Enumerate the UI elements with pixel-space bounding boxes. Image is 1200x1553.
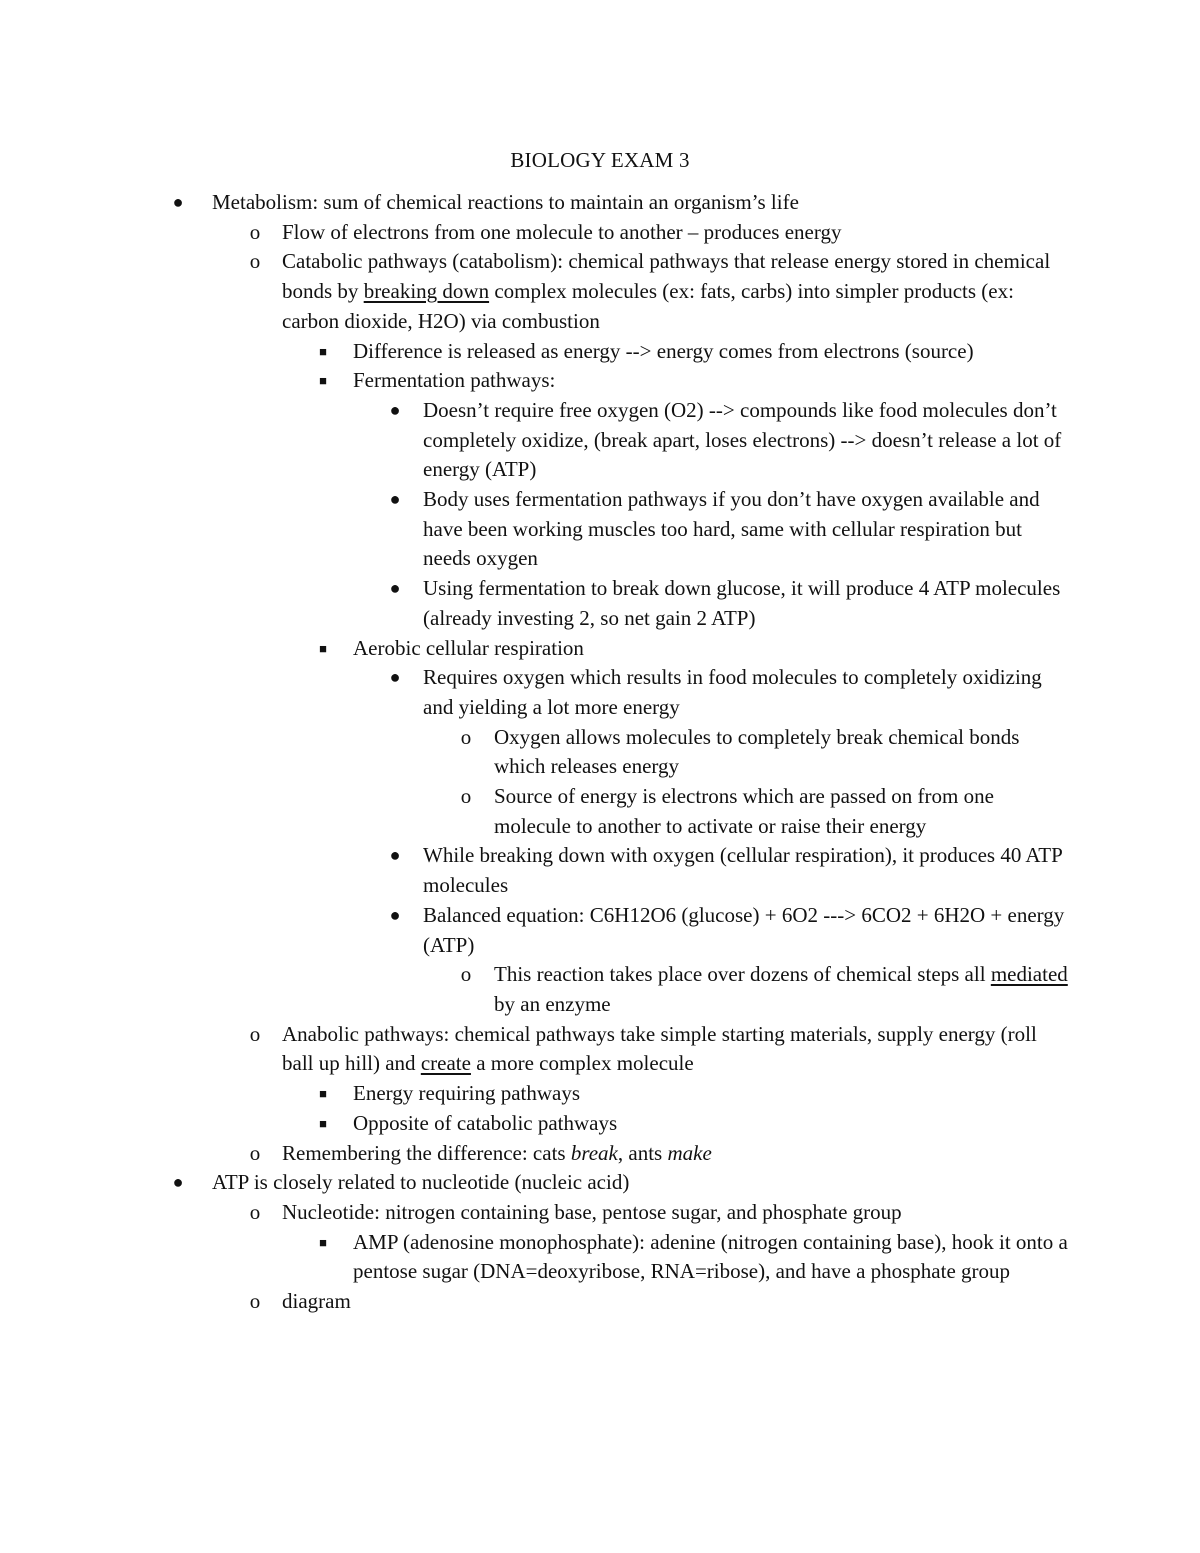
circle-bullet-icon: o [249,1289,261,1314]
list-item-balanced-equation [0,901,1200,960]
item-text: Oxygen allows molecules to completely break chemical bonds which releases energy [494,724,1020,779]
list-item-diagram [0,1287,1200,1317]
list-item-fermentation-point [0,396,1200,485]
text-segment: Anabolic pathways: chemical pathways take simple starting materials, supply energy (roll ball up hill) and [282,1021,1037,1076]
list-item-catabolic [0,247,1200,336]
text-segment: Remembering the difference: cats [282,1140,571,1165]
item-text: Fermentation pathways: [353,368,556,393]
square-bullet-icon: ■ [319,1115,327,1131]
disc-bullet-icon: ● [389,904,401,925]
list-item-aerobic-requires [0,663,1200,722]
notes-list [0,188,1200,1317]
term-metabolism: Metabolism [212,190,313,214]
item-text [494,960,1069,1019]
text-segment: complex molecules (ex: fats, carbs) into simpler products (ex: carbon dioxide, H2O) via combustion [282,279,1014,333]
list-item-anabolic-point [0,1079,1200,1109]
square-bullet-icon: ■ [319,640,327,656]
disc-bullet-icon: ● [389,578,401,599]
list-item-aerobic-detail [0,723,1200,782]
item-text: ATP is closely related to nucleotide (nucleic acid) [212,1170,630,1195]
item-text: While breaking down with oxygen (cellular respiration), it produces 40 ATP molecules [423,843,1062,898]
circle-bullet-icon: o [249,249,261,274]
list-item-anabolic [0,1020,1200,1079]
circle-bullet-icon: o [460,724,472,749]
text-segment: a more complex molecule [470,1051,694,1076]
circle-bullet-icon: o [249,1140,261,1165]
list-item-difference [0,337,1200,367]
item-text [282,247,1072,336]
list-item-aerobic-detail [0,782,1200,841]
underlined-phrase: mediated [990,962,1068,987]
item-text: diagram [282,1289,351,1314]
list-item-equation-detail [0,960,1200,1019]
text-segment: Catabolic pathways (catabolism): chemical pathways that release energy stored in chemical bonds by [282,249,1051,304]
disc-bullet-icon: ● [389,667,401,688]
underlined-phrase: breaking down [363,279,490,304]
text-segment: This reaction takes place over dozens of chemical steps all [494,962,991,987]
item-text [282,1020,1072,1079]
list-item-electron-flow [0,218,1200,248]
list-item-atp-yield [0,841,1200,900]
underlined-phrase: create [420,1051,471,1076]
item-text: Doesn’t require free oxygen (O2) --> compounds like food molecules don’t completely oxidize, (break apart, loses electrons) --> doesn’t release a lot of energy (ATP) [423,397,1062,482]
item-text: Using fermentation to break down glucose, it will produce 4 ATP molecules (already investing 2, so net gain 2 ATP) [423,576,1061,630]
list-item-remember [0,1139,1200,1169]
text-segment: by an enzyme [494,991,611,1016]
text-segment: , ants [617,1140,668,1165]
item-text: Difference is released as energy --> energy comes from electrons (source) [353,338,974,363]
italic-word: break [570,1140,618,1165]
list-item-anabolic-point [0,1109,1200,1139]
circle-bullet-icon: o [249,1021,261,1046]
list-item-amp [0,1228,1200,1287]
circle-bullet-icon: o [249,219,261,244]
disc-bullet-icon: ● [389,489,401,510]
list-item-metabolism [0,188,1200,218]
circle-bullet-icon: o [460,962,472,987]
item-text: Energy requiring pathways [353,1081,581,1106]
item-text [212,188,1072,218]
disc-bullet-icon: ● [172,192,184,212]
circle-bullet-icon: o [460,784,472,809]
item-text: Requires oxygen which results in food molecules to completely oxidizing and yielding a lot more energy [423,665,1042,719]
list-item-fermentation-point [0,574,1200,633]
item-text: Balanced equation: C6H12O6 (glucose) + 6O2 ---> 6CO2 + 6H2O + energy (ATP) [423,902,1065,957]
list-item-fermentation [0,366,1200,396]
item-text: AMP (adenosine monophosphate): adenine (nitrogen containing base), hook it onto a pentose sugar (DNA=deoxyribose, RNA=ribose), and have a phosphate group [353,1229,1068,1284]
italic-word: make [667,1140,712,1165]
item-text [282,1139,1072,1169]
definition-metabolism: : sum of chemical reactions to maintain an organism’s life [312,190,799,214]
circle-bullet-icon: o [249,1199,261,1224]
square-bullet-icon: ■ [319,1086,327,1102]
list-item-atp [0,1168,1200,1198]
document-title: BIOLOGY EXAM 3 [510,148,690,172]
item-text: Opposite of catabolic pathways [353,1110,618,1135]
item-text: Body uses fermentation pathways if you don’t have oxygen available and have been working muscles too hard, same with cellular respiration but needs oxygen [423,487,1040,571]
list-item-aerobic [0,634,1200,664]
item-text: Nucleotide: nitrogen containing base, pentose sugar, and phosphate group [282,1199,902,1224]
square-bullet-icon: ■ [319,343,327,359]
square-bullet-icon: ■ [319,1234,327,1250]
disc-bullet-icon: ● [389,845,401,866]
item-text: Flow of electrons from one molecule to another – produces energy [282,219,842,244]
list-item-fermentation-point [0,485,1200,574]
list-item-nucleotide [0,1198,1200,1228]
disc-bullet-icon: ● [172,1172,184,1193]
item-text: Aerobic cellular respiration [353,635,584,660]
disc-bullet-icon: ● [389,399,401,420]
square-bullet-icon: ■ [319,373,327,389]
item-text: Source of energy is electrons which are passed on from one molecule to another to activate or raise their energy [494,784,994,838]
